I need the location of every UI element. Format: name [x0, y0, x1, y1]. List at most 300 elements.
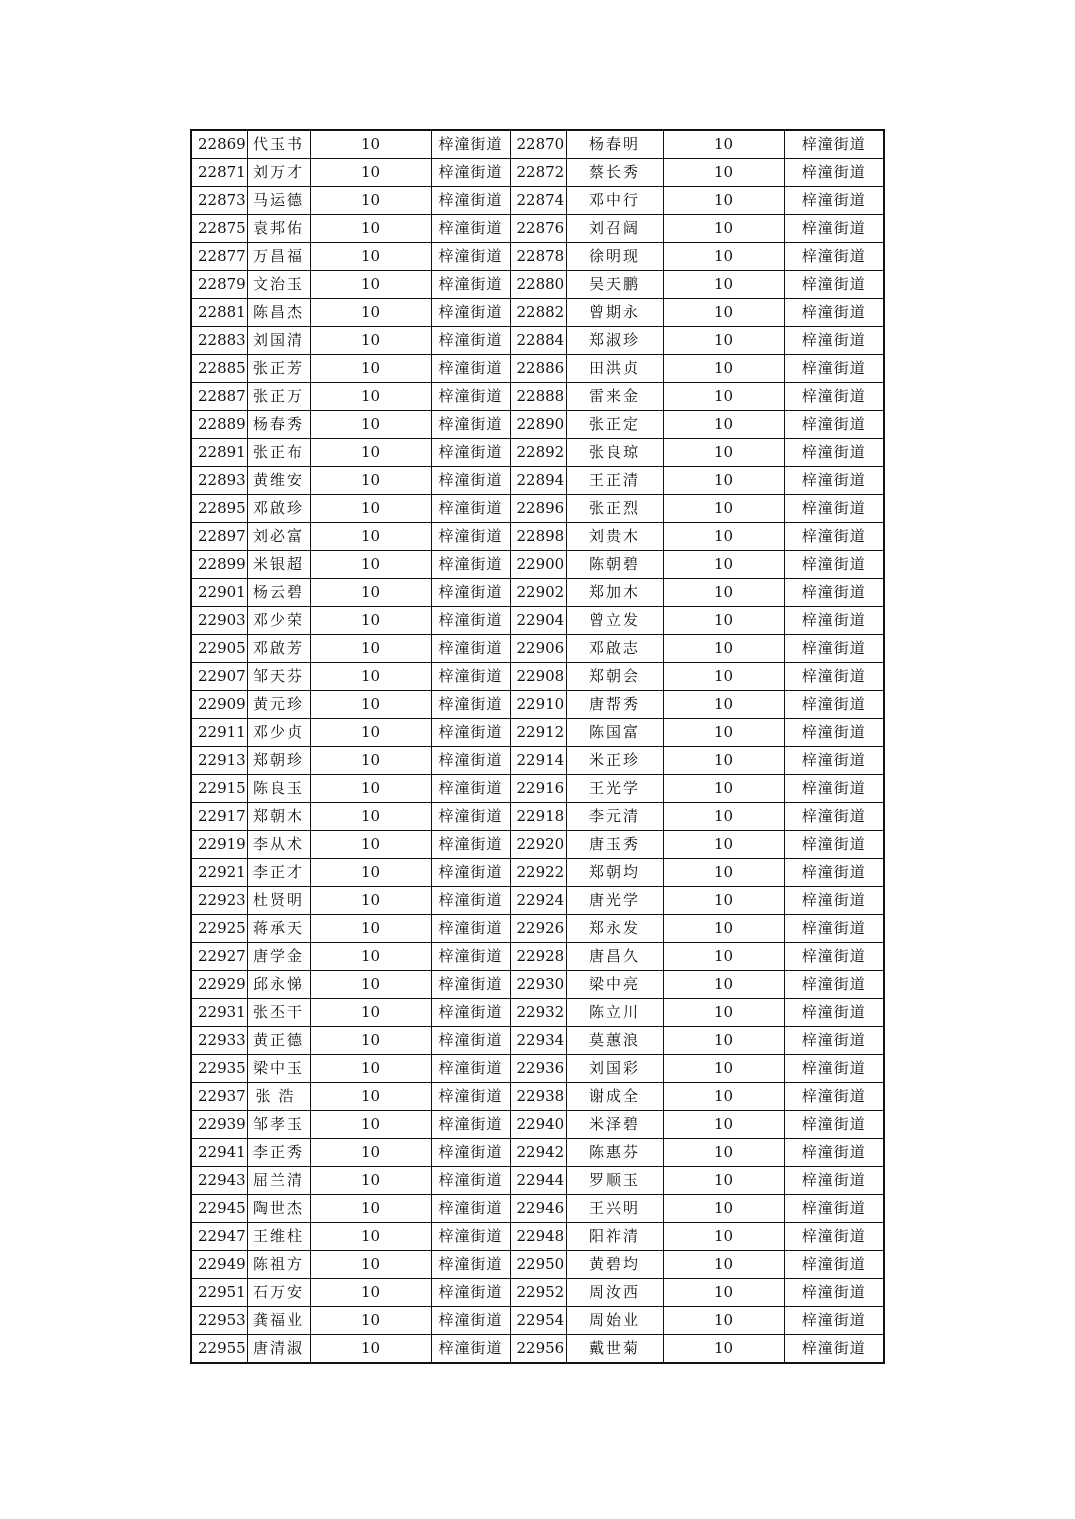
amount-cell: 10 — [663, 383, 784, 411]
record-id-cell: 22953 — [191, 1307, 247, 1335]
person-name-cell: 刘召阔 — [566, 215, 663, 243]
street-cell: 梓潼街道 — [784, 411, 884, 439]
street-cell: 梓潼街道 — [431, 803, 510, 831]
person-name-cell: 唐玉秀 — [566, 831, 663, 859]
amount-cell: 10 — [310, 1279, 431, 1307]
table-row — [191, 803, 884, 831]
amount-cell: 10 — [310, 1111, 431, 1139]
amount-cell: 10 — [663, 1083, 784, 1111]
amount-cell: 10 — [663, 187, 784, 215]
person-name-cell: 万昌福 — [247, 243, 310, 271]
street-cell: 梓潼街道 — [784, 1083, 884, 1111]
record-id-cell: 22927 — [191, 943, 247, 971]
person-name-cell: 张丕干 — [247, 999, 310, 1027]
person-name-cell: 阳祚清 — [566, 1223, 663, 1251]
street-cell: 梓潼街道 — [431, 1055, 510, 1083]
record-id-cell: 22915 — [191, 775, 247, 803]
table-row — [191, 299, 884, 327]
street-cell: 梓潼街道 — [431, 271, 510, 299]
person-name-cell: 王正清 — [566, 467, 663, 495]
person-name-cell: 邓啟珍 — [247, 495, 310, 523]
street-cell: 梓潼街道 — [784, 663, 884, 691]
table-row — [191, 635, 884, 663]
person-name-cell: 米正珍 — [566, 747, 663, 775]
record-id-cell: 22912 — [510, 719, 566, 747]
record-id-cell: 22914 — [510, 747, 566, 775]
record-id-cell: 22897 — [191, 523, 247, 551]
record-id-cell: 22887 — [191, 383, 247, 411]
street-cell: 梓潼街道 — [431, 243, 510, 271]
person-name-cell: 邹孝玉 — [247, 1111, 310, 1139]
record-id-cell: 22894 — [510, 467, 566, 495]
table-row — [191, 1111, 884, 1139]
table-row — [191, 215, 884, 243]
street-cell: 梓潼街道 — [431, 887, 510, 915]
amount-cell: 10 — [663, 159, 784, 187]
person-name-cell: 米银超 — [247, 551, 310, 579]
amount-cell: 10 — [310, 1307, 431, 1335]
amount-cell: 10 — [310, 355, 431, 383]
amount-cell: 10 — [663, 1279, 784, 1307]
record-id-cell: 22896 — [510, 495, 566, 523]
person-name-cell: 王光学 — [566, 775, 663, 803]
amount-cell: 10 — [663, 1335, 784, 1364]
person-name-cell: 陈昌杰 — [247, 299, 310, 327]
amount-cell: 10 — [663, 327, 784, 355]
record-id-cell: 22913 — [191, 747, 247, 775]
street-cell: 梓潼街道 — [431, 439, 510, 467]
table-row — [191, 1055, 884, 1083]
street-cell: 梓潼街道 — [431, 999, 510, 1027]
record-id-cell: 22932 — [510, 999, 566, 1027]
amount-cell: 10 — [663, 803, 784, 831]
amount-cell: 10 — [663, 607, 784, 635]
street-cell: 梓潼街道 — [784, 215, 884, 243]
person-name-cell: 陈立川 — [566, 999, 663, 1027]
street-cell: 梓潼街道 — [784, 999, 884, 1027]
street-cell: 梓潼街道 — [431, 1139, 510, 1167]
amount-cell: 10 — [310, 243, 431, 271]
person-name-cell: 罗顺玉 — [566, 1167, 663, 1195]
amount-cell: 10 — [310, 551, 431, 579]
street-cell: 梓潼街道 — [784, 915, 884, 943]
record-id-cell: 22910 — [510, 691, 566, 719]
person-name-cell: 黄元珍 — [247, 691, 310, 719]
amount-cell: 10 — [663, 691, 784, 719]
person-name-cell: 陈朝碧 — [566, 551, 663, 579]
street-cell: 梓潼街道 — [431, 383, 510, 411]
person-name-cell: 唐学金 — [247, 943, 310, 971]
amount-cell: 10 — [310, 1335, 431, 1364]
amount-cell: 10 — [310, 1055, 431, 1083]
street-cell: 梓潼街道 — [784, 579, 884, 607]
street-cell: 梓潼街道 — [784, 887, 884, 915]
amount-cell: 10 — [663, 1307, 784, 1335]
record-id-cell: 22869 — [191, 130, 247, 159]
person-name-cell: 唐昌久 — [566, 943, 663, 971]
person-name-cell: 陈祖方 — [247, 1251, 310, 1279]
record-id-cell: 22926 — [510, 915, 566, 943]
amount-cell: 10 — [310, 607, 431, 635]
record-id-cell: 22934 — [510, 1027, 566, 1055]
street-cell: 梓潼街道 — [431, 1279, 510, 1307]
table-row — [191, 607, 884, 635]
person-name-cell: 邓中行 — [566, 187, 663, 215]
person-name-cell: 唐光学 — [566, 887, 663, 915]
person-name-cell: 龚福业 — [247, 1307, 310, 1335]
record-id-cell: 22888 — [510, 383, 566, 411]
person-name-cell: 唐清淑 — [247, 1335, 310, 1364]
street-cell: 梓潼街道 — [784, 299, 884, 327]
street-cell: 梓潼街道 — [784, 355, 884, 383]
amount-cell: 10 — [663, 999, 784, 1027]
record-id-cell: 22956 — [510, 1335, 566, 1364]
person-name-cell: 李从术 — [247, 831, 310, 859]
person-name-cell: 文治玉 — [247, 271, 310, 299]
person-name-cell: 马运德 — [247, 187, 310, 215]
street-cell: 梓潼街道 — [784, 859, 884, 887]
table-row — [191, 579, 884, 607]
amount-cell: 10 — [310, 1195, 431, 1223]
record-id-cell: 22907 — [191, 663, 247, 691]
record-id-cell: 22901 — [191, 579, 247, 607]
record-id-cell: 22873 — [191, 187, 247, 215]
record-id-cell: 22890 — [510, 411, 566, 439]
amount-cell: 10 — [310, 719, 431, 747]
person-name-cell: 张正烈 — [566, 495, 663, 523]
person-name-cell: 莫蕙浪 — [566, 1027, 663, 1055]
street-cell: 梓潼街道 — [784, 1167, 884, 1195]
person-name-cell: 刘国彩 — [566, 1055, 663, 1083]
table-row — [191, 1195, 884, 1223]
table-row — [191, 523, 884, 551]
amount-cell: 10 — [663, 1195, 784, 1223]
person-name-cell: 郑淑珍 — [566, 327, 663, 355]
amount-cell: 10 — [663, 1055, 784, 1083]
street-cell: 梓潼街道 — [784, 439, 884, 467]
record-id-cell: 22935 — [191, 1055, 247, 1083]
person-name-cell: 袁邦佑 — [247, 215, 310, 243]
person-name-cell: 周始业 — [566, 1307, 663, 1335]
table-row — [191, 775, 884, 803]
amount-cell: 10 — [310, 495, 431, 523]
amount-cell: 10 — [663, 1027, 784, 1055]
street-cell: 梓潼街道 — [784, 1223, 884, 1251]
street-cell: 梓潼街道 — [784, 159, 884, 187]
street-cell: 梓潼街道 — [431, 1111, 510, 1139]
amount-cell: 10 — [663, 130, 784, 159]
amount-cell: 10 — [663, 747, 784, 775]
amount-cell: 10 — [663, 1223, 784, 1251]
record-id-cell: 22944 — [510, 1167, 566, 1195]
record-id-cell: 22898 — [510, 523, 566, 551]
street-cell: 梓潼街道 — [431, 635, 510, 663]
amount-cell: 10 — [310, 915, 431, 943]
amount-cell: 10 — [310, 691, 431, 719]
record-id-cell: 22875 — [191, 215, 247, 243]
street-cell: 梓潼街道 — [431, 607, 510, 635]
record-id-cell: 22924 — [510, 887, 566, 915]
record-id-cell: 22876 — [510, 215, 566, 243]
person-name-cell: 邓少贞 — [247, 719, 310, 747]
record-id-cell: 22895 — [191, 495, 247, 523]
street-cell: 梓潼街道 — [784, 719, 884, 747]
amount-cell: 10 — [663, 579, 784, 607]
table-row — [191, 1223, 884, 1251]
person-name-cell: 梁中亮 — [566, 971, 663, 999]
street-cell: 梓潼街道 — [431, 1307, 510, 1335]
amount-cell: 10 — [663, 551, 784, 579]
table-row — [191, 130, 884, 159]
record-id-cell: 22881 — [191, 299, 247, 327]
person-name-cell: 王兴明 — [566, 1195, 663, 1223]
amount-cell: 10 — [663, 243, 784, 271]
amount-cell: 10 — [663, 887, 784, 915]
street-cell: 梓潼街道 — [784, 495, 884, 523]
table-row — [191, 1307, 884, 1335]
person-name-cell: 邓啟志 — [566, 635, 663, 663]
table-row — [191, 495, 884, 523]
record-id-cell: 22909 — [191, 691, 247, 719]
street-cell: 梓潼街道 — [431, 467, 510, 495]
person-name-cell: 张良琼 — [566, 439, 663, 467]
street-cell: 梓潼街道 — [784, 691, 884, 719]
table-row — [191, 439, 884, 467]
street-cell: 梓潼街道 — [431, 523, 510, 551]
amount-cell: 10 — [310, 803, 431, 831]
table-row — [191, 159, 884, 187]
record-id-cell: 22904 — [510, 607, 566, 635]
amount-cell: 10 — [310, 663, 431, 691]
amount-cell: 10 — [310, 215, 431, 243]
record-id-cell: 22886 — [510, 355, 566, 383]
street-cell: 梓潼街道 — [784, 383, 884, 411]
street-cell: 梓潼街道 — [431, 1027, 510, 1055]
amount-cell: 10 — [310, 971, 431, 999]
street-cell: 梓潼街道 — [784, 523, 884, 551]
street-cell: 梓潼街道 — [431, 1251, 510, 1279]
person-name-cell: 张正定 — [566, 411, 663, 439]
record-id-cell: 22885 — [191, 355, 247, 383]
record-id-cell: 22929 — [191, 971, 247, 999]
record-id-cell: 22903 — [191, 607, 247, 635]
record-id-cell: 22947 — [191, 1223, 247, 1251]
street-cell: 梓潼街道 — [431, 495, 510, 523]
person-name-cell: 唐帮秀 — [566, 691, 663, 719]
person-name-cell: 郑永发 — [566, 915, 663, 943]
person-name-cell: 张浩 — [247, 1083, 310, 1111]
amount-cell: 10 — [663, 215, 784, 243]
table-row — [191, 467, 884, 495]
record-id-cell: 22951 — [191, 1279, 247, 1307]
person-name-cell: 张正芳 — [247, 355, 310, 383]
street-cell: 梓潼街道 — [431, 971, 510, 999]
record-id-cell: 22922 — [510, 859, 566, 887]
amount-cell: 10 — [310, 187, 431, 215]
amount-cell: 10 — [663, 467, 784, 495]
person-name-cell: 刘必富 — [247, 523, 310, 551]
person-name-cell: 石万安 — [247, 1279, 310, 1307]
amount-cell: 10 — [310, 831, 431, 859]
record-id-cell: 22874 — [510, 187, 566, 215]
street-cell: 梓潼街道 — [431, 130, 510, 159]
person-name-cell: 屈兰清 — [247, 1167, 310, 1195]
record-id-cell: 22878 — [510, 243, 566, 271]
table-row — [191, 663, 884, 691]
street-cell: 梓潼街道 — [784, 775, 884, 803]
person-name-cell: 曾期永 — [566, 299, 663, 327]
table-row — [191, 915, 884, 943]
record-id-cell: 22925 — [191, 915, 247, 943]
table-row — [191, 1251, 884, 1279]
person-name-cell: 谢成全 — [566, 1083, 663, 1111]
record-id-cell: 22900 — [510, 551, 566, 579]
street-cell: 梓潼街道 — [784, 803, 884, 831]
table-row — [191, 887, 884, 915]
record-id-cell: 22938 — [510, 1083, 566, 1111]
street-cell: 梓潼街道 — [784, 607, 884, 635]
amount-cell: 10 — [310, 411, 431, 439]
record-id-cell: 22943 — [191, 1167, 247, 1195]
amount-cell: 10 — [310, 999, 431, 1027]
roster-body — [191, 130, 884, 1363]
table-row — [191, 691, 884, 719]
street-cell: 梓潼街道 — [784, 187, 884, 215]
street-cell: 梓潼街道 — [431, 915, 510, 943]
person-name-cell: 郑朝均 — [566, 859, 663, 887]
person-name-cell: 李正秀 — [247, 1139, 310, 1167]
street-cell: 梓潼街道 — [431, 1335, 510, 1364]
street-cell: 梓潼街道 — [431, 1167, 510, 1195]
record-id-cell: 22942 — [510, 1139, 566, 1167]
amount-cell: 10 — [310, 327, 431, 355]
street-cell: 梓潼街道 — [784, 1307, 884, 1335]
record-id-cell: 22952 — [510, 1279, 566, 1307]
person-name-cell: 郑加木 — [566, 579, 663, 607]
street-cell: 梓潼街道 — [784, 327, 884, 355]
amount-cell: 10 — [310, 635, 431, 663]
record-id-cell: 22902 — [510, 579, 566, 607]
street-cell: 梓潼街道 — [784, 1251, 884, 1279]
roster-table — [190, 129, 885, 1364]
person-name-cell: 邹天芬 — [247, 663, 310, 691]
person-name-cell: 邱永悌 — [247, 971, 310, 999]
record-id-cell: 22879 — [191, 271, 247, 299]
street-cell: 梓潼街道 — [784, 271, 884, 299]
street-cell: 梓潼街道 — [431, 327, 510, 355]
record-id-cell: 22941 — [191, 1139, 247, 1167]
amount-cell: 10 — [310, 523, 431, 551]
record-id-cell: 22954 — [510, 1307, 566, 1335]
record-id-cell: 22908 — [510, 663, 566, 691]
table-row — [191, 971, 884, 999]
street-cell: 梓潼街道 — [784, 831, 884, 859]
street-cell: 梓潼街道 — [784, 1279, 884, 1307]
record-id-cell: 22899 — [191, 551, 247, 579]
amount-cell: 10 — [310, 467, 431, 495]
street-cell: 梓潼街道 — [431, 747, 510, 775]
record-id-cell: 22949 — [191, 1251, 247, 1279]
person-name-cell: 戴世菊 — [566, 1335, 663, 1364]
street-cell: 梓潼街道 — [431, 551, 510, 579]
person-name-cell: 雷来金 — [566, 383, 663, 411]
street-cell: 梓潼街道 — [431, 215, 510, 243]
street-cell: 梓潼街道 — [431, 1083, 510, 1111]
record-id-cell: 22921 — [191, 859, 247, 887]
street-cell: 梓潼街道 — [431, 1195, 510, 1223]
person-name-cell: 曾立发 — [566, 607, 663, 635]
amount-cell: 10 — [310, 1223, 431, 1251]
street-cell: 梓潼街道 — [784, 635, 884, 663]
table-row — [191, 1279, 884, 1307]
record-id-cell: 22923 — [191, 887, 247, 915]
record-id-cell: 22945 — [191, 1195, 247, 1223]
street-cell: 梓潼街道 — [784, 1195, 884, 1223]
street-cell: 梓潼街道 — [784, 971, 884, 999]
amount-cell: 10 — [310, 943, 431, 971]
record-id-cell: 22946 — [510, 1195, 566, 1223]
amount-cell: 10 — [310, 383, 431, 411]
amount-cell: 10 — [663, 1111, 784, 1139]
street-cell: 梓潼街道 — [431, 187, 510, 215]
table-row — [191, 1139, 884, 1167]
table-row — [191, 355, 884, 383]
table-row — [191, 327, 884, 355]
street-cell: 梓潼街道 — [431, 831, 510, 859]
amount-cell: 10 — [310, 1083, 431, 1111]
amount-cell: 10 — [663, 971, 784, 999]
amount-cell: 10 — [310, 859, 431, 887]
record-id-cell: 22919 — [191, 831, 247, 859]
street-cell: 梓潼街道 — [784, 747, 884, 775]
street-cell: 梓潼街道 — [431, 775, 510, 803]
amount-cell: 10 — [310, 579, 431, 607]
street-cell: 梓潼街道 — [431, 943, 510, 971]
person-name-cell: 刘万才 — [247, 159, 310, 187]
amount-cell: 10 — [663, 1139, 784, 1167]
amount-cell: 10 — [310, 159, 431, 187]
person-name-cell: 蒋承天 — [247, 915, 310, 943]
record-id-cell: 22891 — [191, 439, 247, 467]
street-cell: 梓潼街道 — [784, 1335, 884, 1364]
amount-cell: 10 — [310, 1027, 431, 1055]
amount-cell: 10 — [663, 523, 784, 551]
record-id-cell: 22877 — [191, 243, 247, 271]
person-name-cell: 李元清 — [566, 803, 663, 831]
amount-cell: 10 — [310, 1139, 431, 1167]
table-row — [191, 1083, 884, 1111]
amount-cell: 10 — [663, 411, 784, 439]
record-id-cell: 22911 — [191, 719, 247, 747]
record-id-cell: 22893 — [191, 467, 247, 495]
person-name-cell: 杜贤明 — [247, 887, 310, 915]
street-cell: 梓潼街道 — [784, 1111, 884, 1139]
table-row — [191, 411, 884, 439]
person-name-cell: 吴天鹏 — [566, 271, 663, 299]
amount-cell: 10 — [663, 663, 784, 691]
person-name-cell: 黄碧均 — [566, 1251, 663, 1279]
table-row — [191, 999, 884, 1027]
amount-cell: 10 — [310, 439, 431, 467]
amount-cell: 10 — [310, 271, 431, 299]
amount-cell: 10 — [663, 775, 784, 803]
record-id-cell: 22950 — [510, 1251, 566, 1279]
record-id-cell: 22883 — [191, 327, 247, 355]
table-row — [191, 271, 884, 299]
person-name-cell: 刘国清 — [247, 327, 310, 355]
person-name-cell: 米泽碧 — [566, 1111, 663, 1139]
street-cell: 梓潼街道 — [431, 1223, 510, 1251]
